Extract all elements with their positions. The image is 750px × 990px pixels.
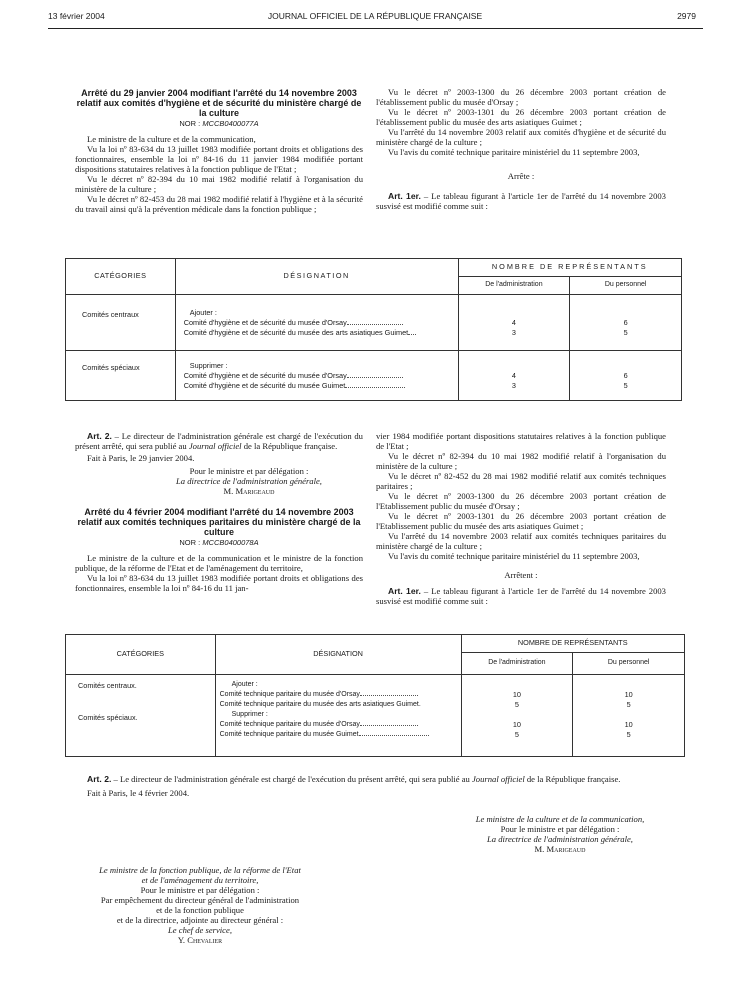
decree2-right-column — [376, 432, 666, 607]
decree2-signature-left: Le ministre de la fonction publique, de la réforme de l'Etat et de l'aménagement du territoire, Pour le ministre et par délégation : Par empêchement du directeur général de l'administration et de la fonction publique et de la directrice, adjointe au directeur général : Le chef de service, Y. Chevalier — [99, 865, 301, 945]
table-row — [66, 675, 685, 757]
decree1-paragraph: Vu l'avis du comité technique paritaire ministériel du 11 septembre 2003, — [388, 146, 640, 157]
decree2-paragraph: Vu le décret nº 2003-1301 du 26 décembre 2003 portant création de l'Etablissement public du musée des arts asiatiques Guimet ; — [376, 510, 666, 531]
table-cell-personnel: 10 5 10 5 — [573, 675, 685, 757]
decree2-signature-right: Le ministre de la culture et de la communication, Pour le ministre et par délégation : La directrice de l'administration générale, M. Marigeaud — [475, 814, 645, 854]
table-cell-category: Comités centraux — [66, 295, 176, 351]
table-header-categories: CATÉGORIES — [66, 259, 176, 295]
table-header-admin: De l'administration — [458, 277, 570, 295]
decree2-table — [65, 634, 685, 757]
header-journal: JOURNAL OFFICIEL DE LA RÉPUBLIQUE FRANÇAISE — [267, 11, 483, 21]
decree1-right-column — [376, 88, 666, 212]
decree2-paragraph: Vu l'arrêté du 14 novembre 2003 relatif aux comités techniques paritaires du ministère chargé de la culture ; — [376, 530, 666, 551]
decree2-paragraph: vier 1984 modifiée portant dispositions statutaires relatives à la fonction publique de l'Etat ; — [376, 431, 666, 451]
table-header-categories: CATÉGORIES — [66, 635, 216, 675]
table-header-admin: De l'administration — [461, 653, 573, 675]
decree1-paragraph: Vu le décret nº 82-394 du 10 mai 1982 modifié relatif à l'organisation du ministère de la culture ; — [75, 173, 363, 194]
table-cell-category: Comités spéciaux — [66, 351, 176, 401]
table-header-personnel: Du personnel — [573, 653, 685, 675]
decree1-done: Fait à Paris, le 29 janvier 2004. — [87, 452, 195, 463]
decree2-paragraph: Vu le décret nº 82-452 du 28 mai 1982 modifié relatif aux comités techniques paritaires ; — [376, 470, 666, 491]
table-row — [66, 351, 682, 401]
decree2-article1: Art. 1er. – Le tableau figurant à l'article 1er de l'arrêté du 14 novembre 2003 susvisé est modifié comme suit : — [376, 585, 666, 606]
table-header-nombre: NOMBRE DE REPRÉSENTANTS — [458, 259, 681, 277]
header-page-number: 2979 — [677, 11, 696, 21]
decree2-nor: NOR : MCCB0400078A — [179, 538, 259, 548]
table-cell-designation: Ajouter : Comité technique paritaire du musée d'Orsay Comité technique paritaire du musée des arts asiatiques Guimet. Supprimer : Comité technique paritaire du musée d'Orsay Comité technique paritaire du musée Guimet — [215, 675, 461, 757]
decree1-title: Arrêté du 29 janvier 2004 modifiant l'arrêté du 14 novembre 2003 relatif aux comités d'hygiène et de sécurité du ministère chargé de la culture — [76, 88, 362, 119]
table-header-designation: DÉSIGNATION — [175, 259, 458, 295]
decree2-done: Fait à Paris, le 4 février 2004. — [87, 787, 190, 798]
table-cell-admin: 4 3 — [458, 351, 570, 401]
header-rule — [48, 28, 703, 29]
decree2-paragraph: Vu l'avis du comité technique paritaire ministériel du 11 septembre 2003, — [388, 550, 640, 561]
decree1-left-column — [75, 88, 363, 215]
decree2-left-column — [75, 432, 363, 594]
decree1-paragraph: Vu la loi nº 83-634 du 13 juillet 1983 modifiée portant droits et obligations des fonctionnaires, ensemble la loi nº 84-16 du 11 janvier 1984 modifiée portant dispositions statutaires relatives à la fonction publique de l'Etat ; — [75, 143, 363, 174]
table-header-designation: DÉSIGNATION — [215, 635, 461, 675]
decree2-title: Arrêté du 4 février 2004 modifiant l'arrêté du 14 novembre 2003 relatif aux comités techniques paritaires du ministère chargé de la culture — [77, 506, 361, 537]
decree1-paragraph: Vu le décret nº 2003-1300 du 26 décembre 2003 portant création de l'établissement public du musée d'Orsay ; — [376, 87, 666, 107]
decree2-paragraph: Le ministre de la culture et de la communication et le ministre de la fonction publique, de la réforme de l'Etat et de l'aménagement du territoire, — [75, 552, 363, 573]
table-row — [66, 295, 682, 351]
decree2-article2: Art. 2. – Le directeur de l'administration générale est chargé de l'exécution du présent arrêté, qui sera publié au Journal officiel de la République française. — [87, 774, 621, 784]
header-date: 13 février 2004 — [48, 11, 105, 21]
decree2-paragraph: Vu la loi nº 83-634 du 13 juillet 1983 modifiée portant droits et obligations des fonctionnaires, ensemble la loi nº 84-16 du 11 jan- — [75, 572, 363, 593]
decree1-paragraph: Vu le décret nº 2003-1301 du 26 décembre 2003 portant création de l'établissement public du musée des arts asiatiques Guimet ; — [376, 106, 666, 127]
table-cell-admin: 4 3 — [458, 295, 570, 351]
decree1-signature: Pour le ministre et par délégation : La directrice de l'administration générale, M. Marigeaud — [176, 465, 322, 496]
table-cell-admin: 10 5 10 5 — [461, 675, 573, 757]
table-header-personnel: Du personnel — [570, 277, 682, 295]
decree2-paragraph: Vu le décret nº 82-394 du 10 mai 1982 modifié relatif à l'organisation du ministère de la culture ; — [376, 450, 666, 471]
table-cell-personnel: 6 5 — [570, 295, 682, 351]
decree1-paragraph: Le ministre de la culture et de la communication, — [87, 133, 256, 144]
decree2-arrete: Arrêtent : — [504, 569, 538, 580]
decree1-article1: Art. 1er. – Le tableau figurant à l'article 1er de l'arrêté du 14 novembre 2003 susvisé est modifié comme suit : — [376, 190, 666, 211]
table-cell-personnel: 6 5 — [570, 351, 682, 401]
decree1-paragraph: Vu le décret nº 82-453 du 28 mai 1982 modifié relatif à l'hygiène et à la sécurité du travail ainsi qu'à la prévention médicale dans la fonction publique ; — [75, 193, 363, 214]
decree1-table — [65, 258, 682, 401]
decree1-nor: NOR : MCCB0400077A — [179, 119, 259, 129]
table-cell-designation: Supprimer : Comité d'hygiène et de sécurité du musée d'Orsay Comité d'hygiène et de sécurité du musée Guimet — [175, 351, 458, 401]
decree1-article2: Art. 2. – Le directeur de l'administration générale est chargé de l'exécution du présent arrêté, qui sera publié au Journal officiel de la République française. — [75, 431, 363, 451]
decree2-footer — [75, 775, 667, 799]
table-cell-designation: Ajouter : Comité d'hygiène et de sécurité du musée d'Orsay Comité d'hygiène et de sécurité du musée des arts asiatiques Guimet — [175, 295, 458, 351]
table-cell-category: Comités centraux. Comités spéciaux. — [66, 675, 216, 757]
decree1-paragraph: Vu l'arrêté du 14 novembre 2003 relatif aux comités d'hygiène et de sécurité du ministère chargé de la culture ; — [376, 126, 666, 147]
decree1-arrete: Arrête : — [507, 170, 535, 181]
decree2-paragraph: Vu le décret nº 2003-1300 du 26 décembre 2003 portant création de l'Etablissement public du musée d'Orsay ; — [376, 490, 666, 511]
table-header-nombre: NOMBRE DE REPRÉSENTANTS — [461, 635, 684, 653]
